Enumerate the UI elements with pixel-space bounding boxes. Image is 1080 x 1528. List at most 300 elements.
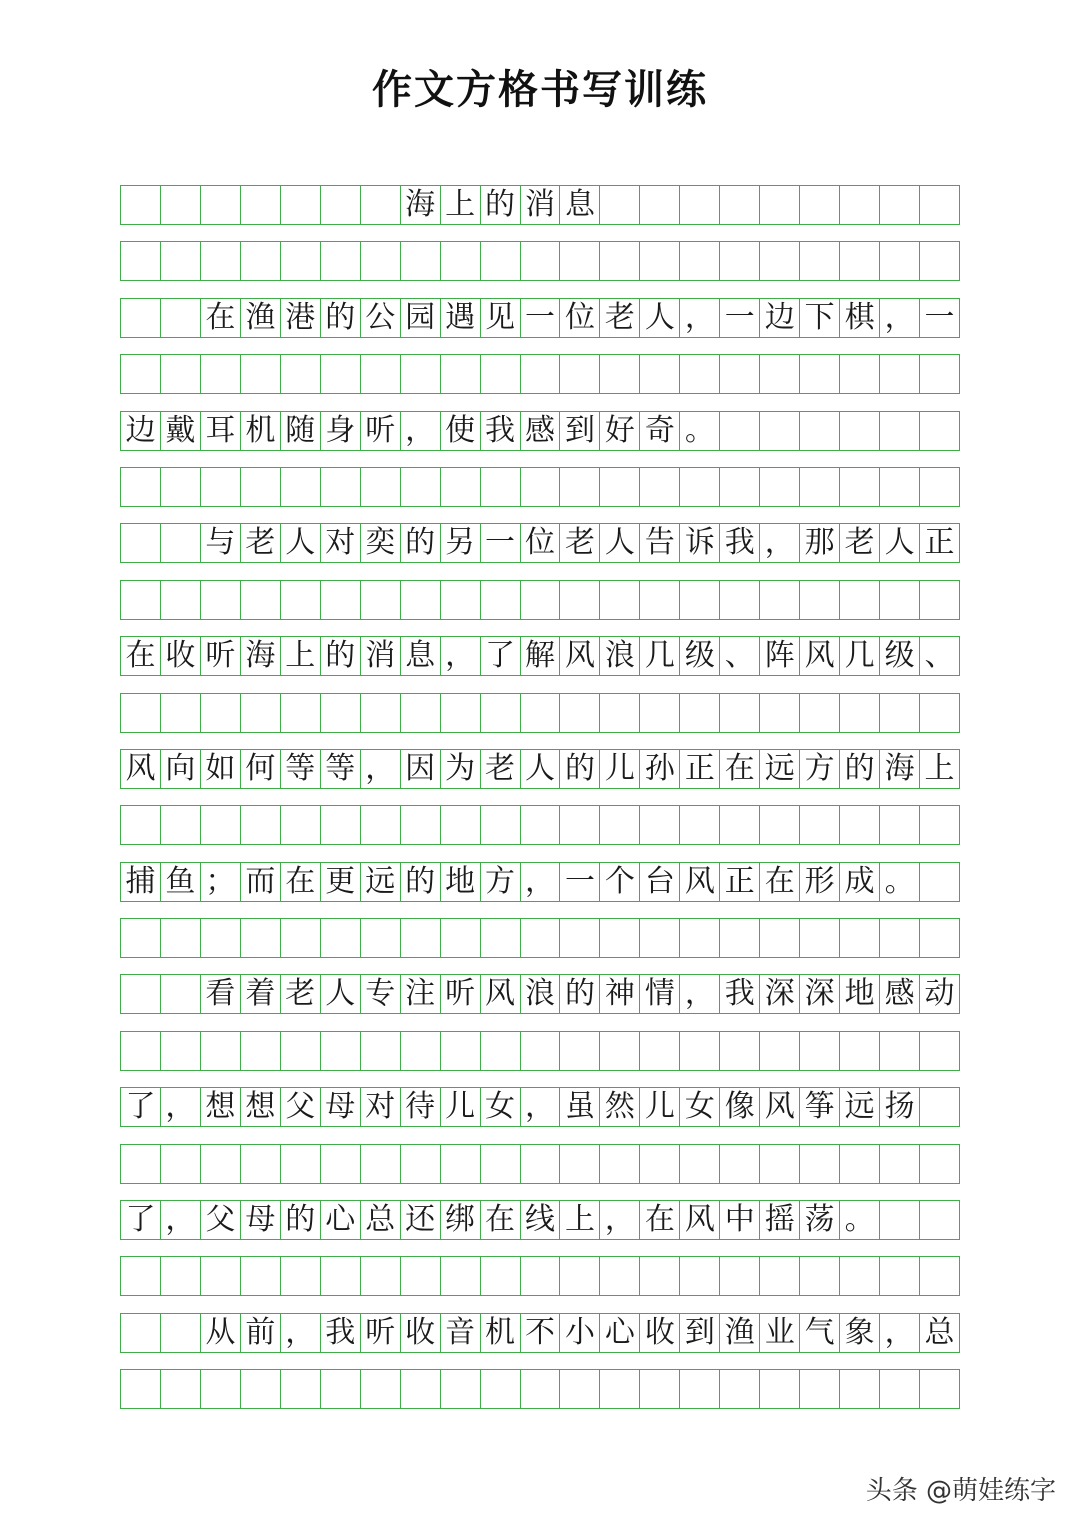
grid-cell: 鱼 [161,863,201,901]
grid-cell: 方 [800,750,840,788]
grid-row [120,749,960,789]
grid-cell: 正 [720,863,760,901]
grid-cell [521,581,561,619]
grid-cell [481,1370,521,1408]
grid-cell [640,919,680,957]
grid-cell [401,806,441,844]
grid-cell [600,581,640,619]
grid-cell: 边 [760,299,800,337]
grid-cell: 棋 [840,299,880,337]
grid-cell: 的 [321,637,361,675]
grid-cell [680,694,720,732]
grid-cell: 深 [760,975,800,1013]
grid-cell: 总 [920,1314,960,1352]
grid-cell [840,1257,880,1295]
grid-cell [481,806,521,844]
grid-cell [201,806,241,844]
grid-cell [920,355,960,393]
grid-cell: 人 [521,750,561,788]
grid-row [120,1144,960,1184]
grid-cell [441,581,481,619]
grid-cell [600,919,640,957]
grid-cell: 待 [401,1088,441,1126]
grid-cell [800,1032,840,1070]
grid-cell: 奇 [640,412,680,450]
grid-cell [640,468,680,506]
grid-cell: 的 [481,186,521,224]
grid-cell: 业 [760,1314,800,1352]
grid-cell: 绑 [441,1201,481,1239]
grid-cell: 在 [640,1201,680,1239]
grid-cell: 老 [281,975,321,1013]
grid-cell: 息 [560,186,600,224]
grid-cell: 前 [241,1314,281,1352]
grid-cell: 小 [560,1314,600,1352]
grid-cell [321,355,361,393]
grid-cell [401,694,441,732]
grid-cell: 远 [361,863,401,901]
grid-cell: 而 [241,863,281,901]
grid-cell [760,412,800,450]
grid-cell [920,1088,960,1126]
grid-cell: 地 [840,975,880,1013]
grid-cell: 消 [361,637,401,675]
grid-cell [680,186,720,224]
grid-cell: ， [281,1314,321,1352]
grid-cell [161,1145,201,1183]
grid-cell [521,1145,561,1183]
grid-cell [401,1145,441,1183]
grid-cell: 机 [481,1314,521,1352]
grid-cell: 人 [321,975,361,1013]
grid-cell [441,919,481,957]
grid-cell [760,1032,800,1070]
grid-cell: 上 [441,186,481,224]
grid-cell: 几 [840,637,880,675]
grid-cell [800,468,840,506]
grid-cell [321,694,361,732]
grid-cell: 边 [121,412,161,450]
grid-cell: 父 [281,1088,321,1126]
grid-cell: 对 [321,524,361,562]
grid-cell: 听 [361,1314,401,1352]
grid-row [120,805,960,845]
grid-cell [401,355,441,393]
grid-cell [241,355,281,393]
grid-cell [840,806,880,844]
grid-cell [201,1032,241,1070]
grid-cell: 儿 [600,750,640,788]
grid-cell: 耳 [201,412,241,450]
grid-cell: 风 [121,750,161,788]
grid-cell [600,355,640,393]
grid-cell: 上 [560,1201,600,1239]
grid-cell [161,694,201,732]
grid-cell: 气 [800,1314,840,1352]
grid-cell [321,806,361,844]
grid-cell: ； [201,863,241,901]
grid-cell: 与 [201,524,241,562]
grid-cell [640,242,680,280]
grid-cell [760,919,800,957]
grid-cell [161,975,201,1013]
grid-cell [441,468,481,506]
grid-cell [880,468,920,506]
grid-cell: 人 [600,524,640,562]
grid-cell [560,1370,600,1408]
grid-cell: 在 [720,750,760,788]
grid-cell [920,1032,960,1070]
grid-cell [241,919,281,957]
grid-cell: 扬 [880,1088,920,1126]
grid-row [120,918,960,958]
grid-cell: 方 [481,863,521,901]
grid-cell: 我 [481,412,521,450]
grid-cell [880,919,920,957]
grid-cell [121,694,161,732]
grid-cell [800,355,840,393]
grid-cell: 何 [241,750,281,788]
grid-cell: 想 [201,1088,241,1126]
grid-row [120,1087,960,1127]
grid-cell [600,1257,640,1295]
grid-cell [760,468,800,506]
grid-cell: 感 [880,975,920,1013]
grid-cell [401,242,441,280]
grid-cell [840,468,880,506]
grid-cell: ， [401,412,441,450]
grid-cell [560,919,600,957]
grid-cell: 父 [201,1201,241,1239]
grid-cell [720,468,760,506]
grid-row [120,523,960,563]
grid-cell [121,355,161,393]
grid-cell: 筝 [800,1088,840,1126]
watermark-text: 头条 @萌娃练字 [865,1476,1056,1506]
grid-cell: 上 [281,637,321,675]
grid-cell: 象 [840,1314,880,1352]
grid-cell [560,1257,600,1295]
grid-cell: 听 [441,975,481,1013]
grid-cell [720,1032,760,1070]
grid-cell: 人 [281,524,321,562]
grid-cell: 老 [560,524,600,562]
grid-cell [481,242,521,280]
grid-cell [920,919,960,957]
grid-cell [600,468,640,506]
grid-cell [401,1370,441,1408]
grid-cell: 对 [361,1088,401,1126]
grid-cell: 向 [161,750,201,788]
grid-cell: 孙 [640,750,680,788]
grid-cell [321,581,361,619]
grid-cell: 公 [361,299,401,337]
grid-cell: 更 [321,863,361,901]
grid-cell: 风 [800,637,840,675]
grid-cell [361,694,401,732]
grid-cell [720,581,760,619]
grid-cell: 的 [401,524,441,562]
grid-cell [840,355,880,393]
grid-cell: 使 [441,412,481,450]
grid-cell: ， [680,299,720,337]
grid-cell [321,468,361,506]
grid-cell [121,468,161,506]
grid-cell: 一 [720,299,760,337]
grid-cell: 风 [560,637,600,675]
grid-cell [161,242,201,280]
grid-cell [560,468,600,506]
grid-cell [361,1257,401,1295]
grid-row [120,693,960,733]
grid-cell [241,1032,281,1070]
grid-cell: 了 [121,1201,161,1239]
grid-cell [241,806,281,844]
grid-cell [121,524,161,562]
grid-cell [241,1257,281,1295]
grid-cell: 、 [920,637,960,675]
grid-cell [720,1257,760,1295]
grid-row [120,974,960,1014]
grid-cell: 的 [560,975,600,1013]
grid-cell: 收 [401,1314,441,1352]
grid-cell [640,694,680,732]
grid-cell: 阵 [760,637,800,675]
grid-cell [640,1370,680,1408]
grid-cell [161,1257,201,1295]
grid-cell [680,355,720,393]
grid-cell [361,1032,401,1070]
grid-cell [121,581,161,619]
grid-cell [441,242,481,280]
grid-cell: 女 [481,1088,521,1126]
grid-cell: 息 [401,637,441,675]
grid-cell: 总 [361,1201,401,1239]
grid-cell: 好 [600,412,640,450]
grid-cell: 的 [840,750,880,788]
grid-cell [800,242,840,280]
grid-cell: 然 [600,1088,640,1126]
grid-cell: 等 [281,750,321,788]
grid-cell: 远 [760,750,800,788]
grid-cell [281,1032,321,1070]
grid-cell [361,355,401,393]
grid-row [120,354,960,394]
grid-cell [201,1370,241,1408]
grid-cell [321,1032,361,1070]
grid-cell: 渔 [720,1314,760,1352]
grid-cell [880,1145,920,1183]
grid-cell [840,1145,880,1183]
grid-cell [840,1032,880,1070]
grid-cell: 身 [321,412,361,450]
grid-cell: 浪 [521,975,561,1013]
grid-cell [880,1201,920,1239]
grid-cell: 到 [680,1314,720,1352]
grid-cell: 如 [201,750,241,788]
grid-cell [640,806,680,844]
grid-cell [121,242,161,280]
grid-cell: 下 [800,299,840,337]
grid-cell [281,468,321,506]
grid-cell [521,1032,561,1070]
grid-cell: 听 [201,637,241,675]
grid-cell [800,806,840,844]
grid-cell [521,355,561,393]
grid-cell [361,1145,401,1183]
grid-cell: 见 [481,299,521,337]
grid-cell: 等 [321,750,361,788]
grid-cell: 。 [880,863,920,901]
grid-cell [481,1032,521,1070]
grid-cell [560,1032,600,1070]
grid-cell [521,1370,561,1408]
grid-cell [281,186,321,224]
page-title: 作文方格书写训练 [372,67,708,113]
grid-cell [800,919,840,957]
grid-cell [161,186,201,224]
grid-row [120,467,960,507]
grid-row [120,411,960,451]
grid-cell [121,1370,161,1408]
grid-cell [920,468,960,506]
grid-cell: 因 [401,750,441,788]
grid-cell [121,186,161,224]
grid-cell [640,186,680,224]
grid-cell [161,524,201,562]
grid-cell [880,806,920,844]
grid-cell [560,806,600,844]
grid-row [120,1313,960,1353]
grid-cell: 机 [241,412,281,450]
grid-cell: 遇 [441,299,481,337]
grid-cell: 中 [720,1201,760,1239]
grid-cell: 捕 [121,863,161,901]
grid-cell [121,299,161,337]
grid-cell [600,1145,640,1183]
grid-cell: 看 [201,975,241,1013]
grid-cell: 一 [521,299,561,337]
grid-cell: ， [680,975,720,1013]
grid-cell: 风 [481,975,521,1013]
grid-cell [640,1145,680,1183]
grid-row [120,241,960,281]
grid-cell [840,694,880,732]
grid-cell: 不 [521,1314,561,1352]
grid-cell [281,1257,321,1295]
grid-cell: 注 [401,975,441,1013]
grid-cell [600,1370,640,1408]
grid-cell: 的 [321,299,361,337]
grid-cell [201,1257,241,1295]
grid-cell [481,1145,521,1183]
grid-cell [880,1257,920,1295]
grid-cell: 个 [600,863,640,901]
grid-cell: 级 [680,637,720,675]
grid-cell [720,1370,760,1408]
grid-cell [800,186,840,224]
grid-cell: ， [441,637,481,675]
grid-cell [840,1370,880,1408]
grid-cell: 风 [760,1088,800,1126]
grid-cell: ， [760,524,800,562]
grid-cell [920,1145,960,1183]
grid-cell [840,412,880,450]
grid-cell [161,1314,201,1352]
grid-cell: 台 [640,863,680,901]
grid-cell [560,694,600,732]
grid-cell [720,242,760,280]
grid-cell: 听 [361,412,401,450]
grid-cell: 神 [600,975,640,1013]
grid-cell [720,412,760,450]
grid-cell [161,581,201,619]
grid-cell [920,806,960,844]
grid-cell: 、 [720,637,760,675]
grid-cell: 老 [481,750,521,788]
grid-cell: ， [521,863,561,901]
grid-cell [521,242,561,280]
grid-cell [361,242,401,280]
grid-cell: 我 [720,524,760,562]
grid-row [120,1031,960,1071]
grid-cell: 还 [401,1201,441,1239]
grid-cell [920,1370,960,1408]
grid-cell [121,806,161,844]
grid-cell [760,1145,800,1183]
grid-cell [760,581,800,619]
grid-cell [281,242,321,280]
grid-cell [201,468,241,506]
grid-cell [321,919,361,957]
grid-cell: 在 [121,637,161,675]
grid-cell [441,806,481,844]
grid-cell [481,1257,521,1295]
grid-cell: 海 [241,637,281,675]
grid-cell [521,694,561,732]
grid-cell [800,1145,840,1183]
grid-row [120,580,960,620]
grid-cell [521,1257,561,1295]
grid-cell [481,468,521,506]
grid-cell: 情 [640,975,680,1013]
grid-cell [880,355,920,393]
grid-cell: 随 [281,412,321,450]
grid-cell [321,186,361,224]
grid-cell: 荡 [800,1201,840,1239]
grid-cell [121,1257,161,1295]
grid-cell: 母 [241,1201,281,1239]
grid-cell: 一 [920,299,960,337]
grid-cell [880,1370,920,1408]
grid-cell [241,468,281,506]
grid-cell: 消 [521,186,561,224]
grid-cell [121,1032,161,1070]
writing-grid [120,185,960,1426]
grid-cell [680,919,720,957]
grid-cell: 老 [600,299,640,337]
grid-cell [401,1257,441,1295]
grid-cell: ， [361,750,401,788]
grid-cell [241,242,281,280]
grid-cell [201,355,241,393]
grid-cell [640,581,680,619]
grid-cell [920,581,960,619]
grid-cell [201,694,241,732]
grid-cell [441,694,481,732]
grid-cell: 园 [401,299,441,337]
grid-cell: 收 [161,637,201,675]
